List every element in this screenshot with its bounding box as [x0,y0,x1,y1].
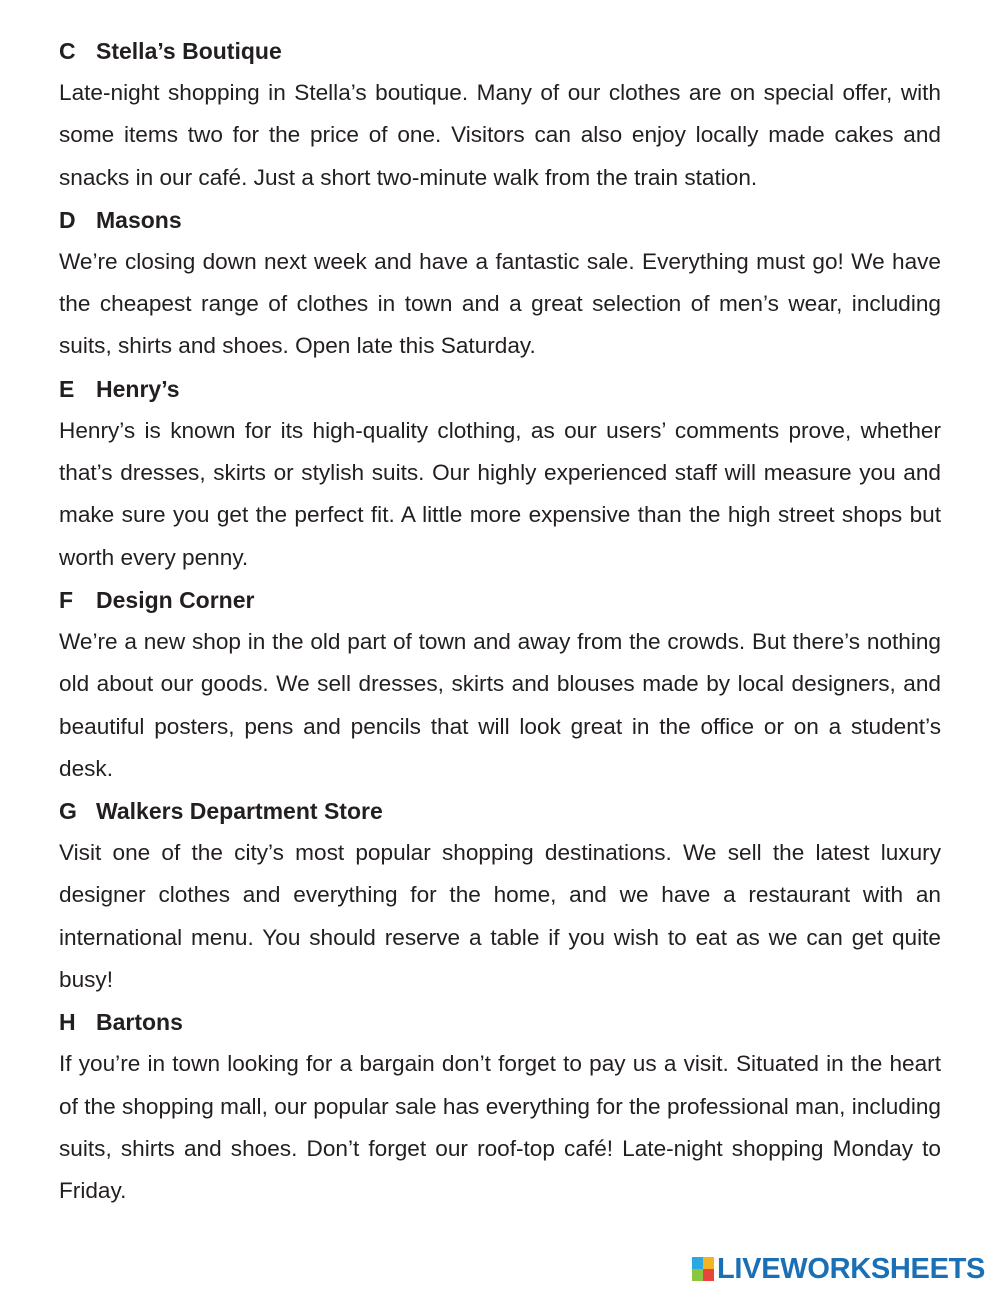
liveworksheets-logo[interactable] [692,1252,985,1286]
entry-g [59,790,941,1001]
entry-heading [59,30,941,72]
entry-heading [59,790,941,832]
entry-title: Walkers Department Store [96,798,383,825]
entry-title: Stella’s Boutique [96,38,282,64]
entry-f [59,579,941,790]
entry-letter: D [59,206,76,233]
entry-letter: H [59,1009,76,1036]
entry-title: Henry’s [96,375,180,402]
entry-text: If you’re in town looking for a bargain don’t forget to pay us a visit. Situated in the heart of the shopping mall, our popular sale has everything for the professional man, including suits, shirts and shoes. Don’t forget our roof-top café! Late-night shopping Monday to Friday. [59,1051,941,1204]
entry-text: We’re a new shop in the old part of town and away from the crowds. But there’s nothing old about our goods. We sell dresses, skirts and blouses made by local designers, and beautiful posters, pens and pencils that will look great in the office or on a student’s desk. [59,628,941,781]
entry-text: We’re closing down next week and have a fantastic sale. Everything must go! We have the cheapest range of clothes in town and a great selection of men’s wear, including suits, shirts and shoes. Open late this Saturday. [59,248,941,359]
entry-h [59,1001,941,1212]
entry-letter: F [59,586,74,613]
entry-heading [59,368,941,410]
entry-heading [59,579,941,621]
entry-c [59,30,941,199]
entry-title: Design Corner [96,586,255,613]
entry-text: Late-night shopping in Stella’s boutique. Many of our clothes are on special offer, with some items two for the price of one. Visitors can also enjoy locally made cakes and snacks in our café. Just a short two-minute walk from the train station. [59,80,941,190]
entry-heading [59,1001,941,1043]
entry-letter: C [59,38,76,64]
entry-text: Visit one of the city’s most popular shopping destinations. We sell the latest luxury designer clothes and everything for the home, and we have a restaurant with an international menu. You should reserve a table if you wish to eat as we can get quite busy! [59,840,941,993]
entry-letter: E [59,375,75,402]
entry-title: Masons [96,206,182,233]
entry-e [59,368,941,579]
entry-heading [59,199,941,241]
logo-text: LIVEWORKSHEETS [717,1253,986,1285]
entry-d [59,199,941,368]
entry-title: Bartons [96,1009,183,1036]
document-body [59,30,941,1213]
entry-text: Henry’s is known for its high-quality clothing, as our users’ comments prove, whether that’s dresses, skirts or stylish suits. Our highly experienced staff will measure you and make sure you get the perfect fit. A little more expensive than the high street shops but worth every penny. [59,417,941,570]
liveworksheets-logo-icon [692,1257,714,1281]
entry-letter: G [59,798,77,825]
